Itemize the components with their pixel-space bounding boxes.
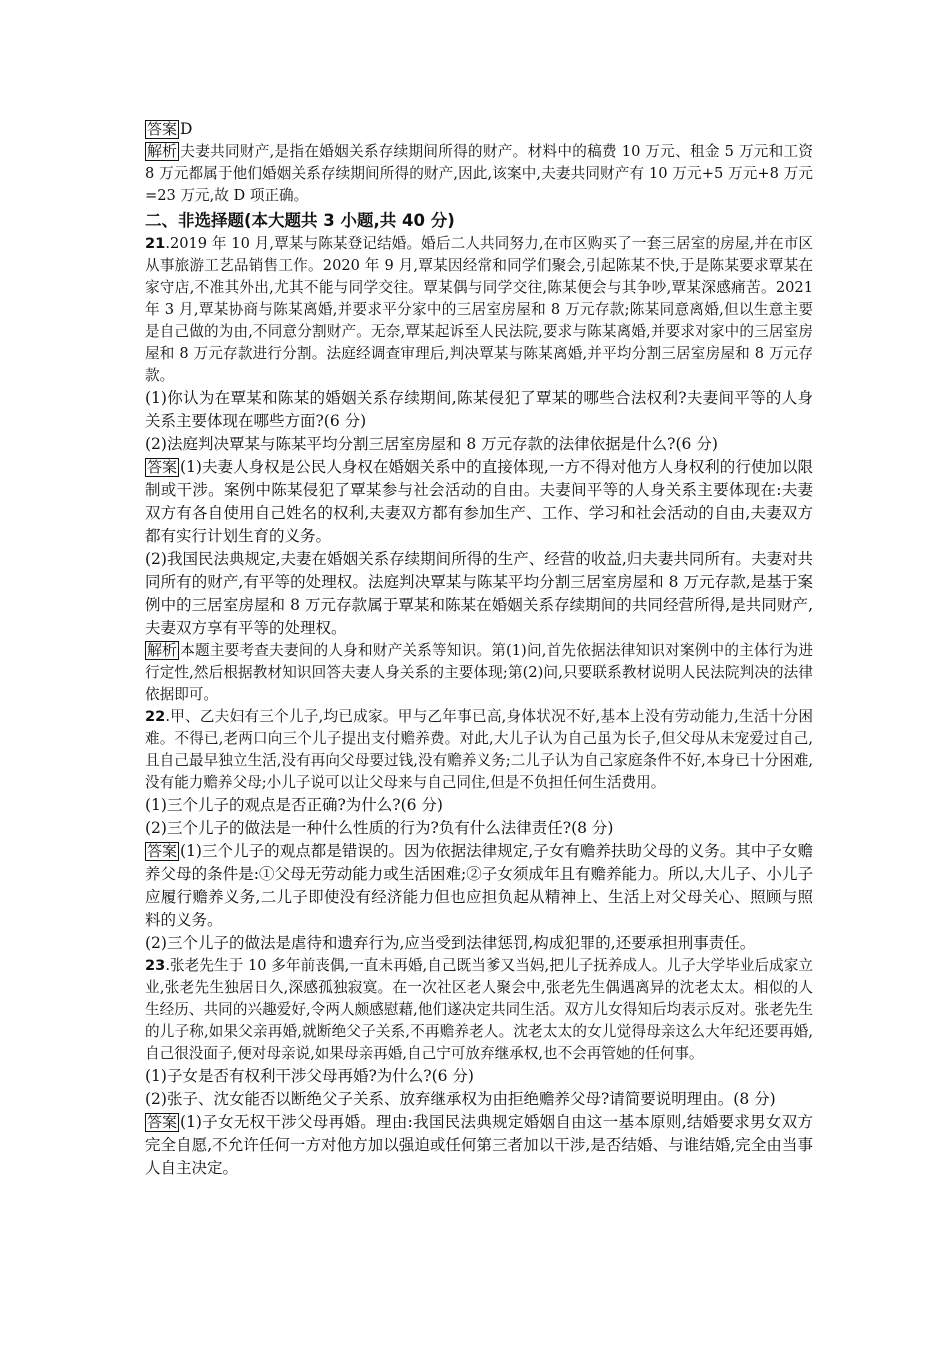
question-21-sub2: (2)法庭判决覃某与陈某平均分割三居室房屋和 8 万元存款的法律依据是什么?(6 分): [145, 435, 718, 453]
answer-tag: 答案: [147, 120, 178, 138]
question-number: 22: [145, 708, 166, 725]
question-21-analysis: [145, 640, 813, 706]
answer-line: [145, 118, 813, 141]
analysis-paragraph: [145, 141, 813, 207]
question-22-sub1: (1)三个儿子的观点是否正确?为什么?(6 分): [145, 796, 443, 814]
question-21-answer1: [145, 456, 813, 548]
question-22-stem: [145, 706, 813, 794]
question-stem-text: .甲、乙夫妇有三个儿子,均已成家。甲与乙年事已高,身体状况不好,基本上没有劳动能力,生活十分困难。不得已,老两口向三个儿子提出支付赡养费。对此,大儿子认为自己虽为长子,但父母从未宠爱过自己,且自己最早独立生活,没有再向父母要过钱,没有赡养义务;二儿子认为自己家庭条件不好,本身已十分困难,没有能力赡养父母;小儿子说可以让父母来与自己同住,但是不负担任何生活费用。: [145, 708, 813, 791]
question-21-sub1: (1)你认为在覃某和陈某的婚姻关系存续期间,陈某侵犯了覃某的哪些合法权利?夫妻间平等的人身关系主要体现在哪些方面?(6 分): [145, 389, 813, 430]
answer-tag: 答案: [147, 842, 178, 860]
question-stem-text: .张老先生于 10 多年前丧偶,一直未再婚,自己既当爹又当妈,把儿子抚养成人。儿子大学毕业后成家立业,张老先生独居日久,深感孤独寂寞。在一次社区老人聚会中,张老先生偶遇离异的沈老太太。相似的人生经历、共同的兴趣爱好,令两人颇感慰藉,他们遂决定共同生活。双方儿女得知后均表示反对。张老先生的儿子称,如果父亲再婚,就断绝父子关系,不再赡养老人。沈老太太的女儿觉得母亲这么大年纪还要再婚,自己很没面子,便对母亲说,如果母亲再婚,自己宁可放弃继承权,也不会再管她的任何事。: [145, 957, 813, 1062]
question-number: 21: [145, 235, 166, 252]
question-number: 23: [145, 957, 166, 974]
question-22-answer1: [145, 840, 813, 932]
answer-text: (1)子女无权干涉父母再婚。理由:我国民法典规定婚姻自由这一基本原则,结婚要求男女双方完全自愿,不允许任何一方对他方加以强迫或任何第三者加以干涉,是否结婚、与谁结婚,完全由当事人自主决定。: [145, 1113, 813, 1177]
question-23-answer1: [145, 1111, 813, 1180]
answer-text: (1)三个儿子的观点都是错误的。因为依据法律规定,子女有赡养扶助父母的义务。其中子女赡养父母的条件是:①父母无劳动能力或生活困难;②子女须成年且有赡养能力。所以,大儿子、小儿子应履行赡养义务,二儿子即使没有经济能力但也应担负起从精神上、生活上对父母关心、照顾与照料的义务。: [145, 842, 813, 929]
question-21-answer2: (2)我国民法典规定,夫妻在婚姻关系存续期间所得的生产、经营的收益,归夫妻共同所有。夫妻对共同所有的财产,有平等的处理权。法庭判决覃某与陈某平均分割三居室房屋和 8 万元存款,是基于案例中的三居室房屋和 8 万元存款属于覃某和陈某在婚姻关系存续期间的共同经营所得,是共同财产,夫妻双方享有平等的处理权。: [145, 550, 813, 637]
question-stem-text: .2019 年 10 月,覃某与陈某登记结婚。婚后二人共同努力,在市区购买了一套三居室的房屋,并在市区从事旅游工艺品销售工作。2020 年 9 月,覃某因经常和同学们聚会,引起陈某不快,于是陈某要求覃某在家守店,不准其外出,尤其不能与同学交往。覃某偶与同学交往,陈某便会与其争吵,覃某深感痛苦。2021 年 3 月,覃某协商与陈某离婚,并要求平分家中的三居室房屋和 8 万元存款;陈某同意离婚,但以生意主要是自己做的为由,不同意分割财产。无奈,覃某起诉至人民法院,要求与陈某离婚,并要求对家中的三居室房屋和 8 万元存款进行分割。法庭经调查审理后,判决覃某与陈某离婚,并平均分割三居室房屋和 8 万元存款。: [145, 235, 813, 384]
question-23-stem: [145, 955, 813, 1065]
answer-tag: 答案: [147, 458, 178, 476]
question-22-sub2: (2)三个儿子的做法是一种什么性质的行为?负有什么法律责任?(8 分): [145, 819, 614, 837]
answer-tag: 答案: [147, 1113, 178, 1131]
answer-text: (1)夫妻人身权是公民人身权在婚姻关系中的直接体现,一方不得对他方人身权利的行使加以限制或干涉。案例中陈某侵犯了覃某参与社会活动的自由。夫妻间平等的人身关系主要体现在:夫妻双方有各自使用自己姓名的权利,夫妻双方都有参加生产、工作、学习和社会活动的自由,夫妻双方都有实行计划生育的义务。: [145, 458, 813, 545]
analysis-tag: 解析: [147, 142, 178, 160]
document-page: [145, 118, 813, 1180]
question-21-stem: [145, 233, 813, 387]
question-23-sub2: (2)张子、沈女能否以断绝父子关系、放弃继承权为由拒绝赡养父母?请简要说明理由。(8 分): [145, 1090, 776, 1108]
section-title: 二、非选择题(本大题共 3 小题,共 40 分): [145, 211, 455, 230]
analysis-text: 本题主要考查夫妻间的人身和财产关系等知识。第(1)问,首先依据法律知识对案例中的主体行为进行定性,然后根据教材知识回答夫妻人身关系的主要体现;第(2)问,只要联系教材说明人民法院判决的法律依据即可。: [145, 642, 813, 703]
answer-text: D: [180, 120, 193, 138]
question-23-sub1: (1)子女是否有权利干涉父母再婚?为什么?(6 分): [145, 1067, 474, 1085]
analysis-tag: 解析: [147, 641, 178, 659]
analysis-text: 夫妻共同财产,是指在婚姻关系存续期间所得的财产。材料中的稿费 10 万元、租金 5 万元和工资 8 万元都属于他们婚姻关系存续期间所得的财产,因此,该案中,夫妻共同财产有 10 万元+5 万元+8 万元=23 万元,故 D 项正确。: [145, 143, 813, 204]
question-22-answer2: (2)三个儿子的做法是虐待和遗弃行为,应当受到法律惩罚,构成犯罪的,还要承担刑事责任。: [145, 934, 756, 952]
